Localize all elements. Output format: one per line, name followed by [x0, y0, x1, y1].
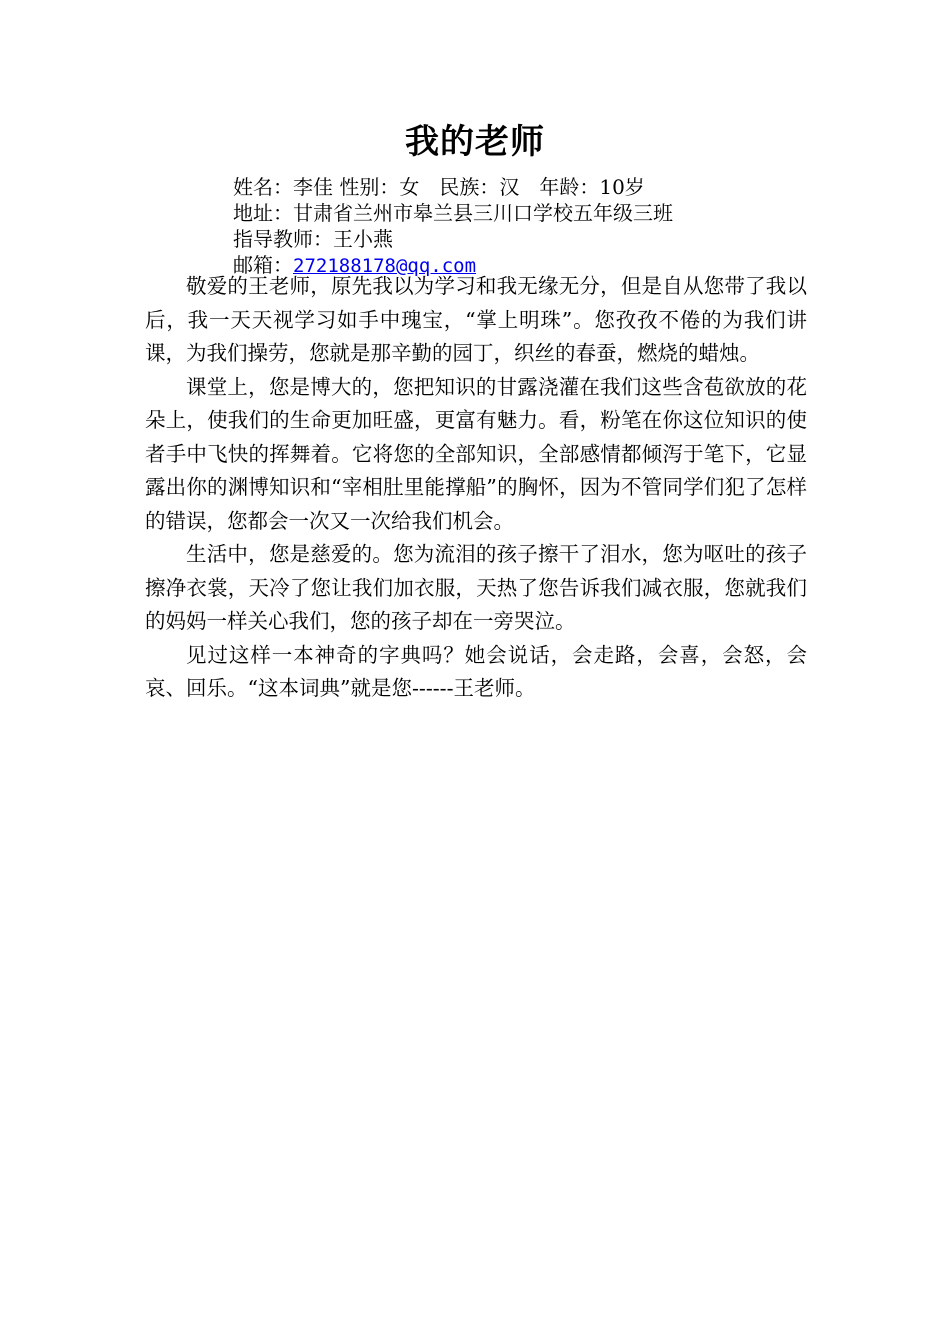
author-info — [233, 174, 673, 279]
email-label: 邮箱： — [233, 253, 293, 277]
essay-body — [145, 270, 807, 706]
author-address: 地址：甘肃省兰州市皋兰县三川口学校五年级三班 — [233, 201, 673, 225]
email-link[interactable]: 272188178@qq.com — [293, 255, 477, 277]
essay-title: 我的老师 — [405, 122, 545, 162]
supervising-teacher: 指导教师：王小燕 — [233, 227, 393, 251]
paragraph-4: 见过这样一本神奇的字典吗？她会说话，会走路，会喜，会怒，会哀、回乐。“这本词典”就是您------王老师。 — [145, 642, 807, 700]
paragraph-3: 生活中，您是慈爱的。您为流泪的孩子擦干了泪水，您为呕吐的孩子擦净衣裳，天冷了您让我们加衣服，天热了您告诉我们减衣服，您就我们的妈妈一样关心我们，您的孩子却在一旁哭泣。 — [145, 542, 807, 633]
paragraph-2: 课堂上，您是博大的，您把知识的甘露浇灌在我们这些含苞欲放的花朵上，使我们的生命更加旺盛，更富有魅力。看，粉笔在你这位知识的使者手中飞快的挥舞着。它将您的全部知识，全部感情都倾泻于笔下，它显露出你的渊博知识和“宰相肚里能撑船”的胸怀，因为不管同学们犯了怎样的错误，您都会一次又一次给我们机会。 — [145, 374, 807, 533]
author-details: 姓名：李佳 性别：女 民族：汉 年龄：10岁 — [233, 175, 645, 199]
paragraph-1: 敬爱的王老师，原先我以为学习和我无缘无分，但是自从您带了我以后，我一天天视学习如手中瑰宝，“掌上明珠”。您孜孜不倦的为我们讲课，为我们操劳，您就是那辛勤的园丁，织丝的春蚕，燃烧的蜡烛。 — [145, 274, 807, 365]
